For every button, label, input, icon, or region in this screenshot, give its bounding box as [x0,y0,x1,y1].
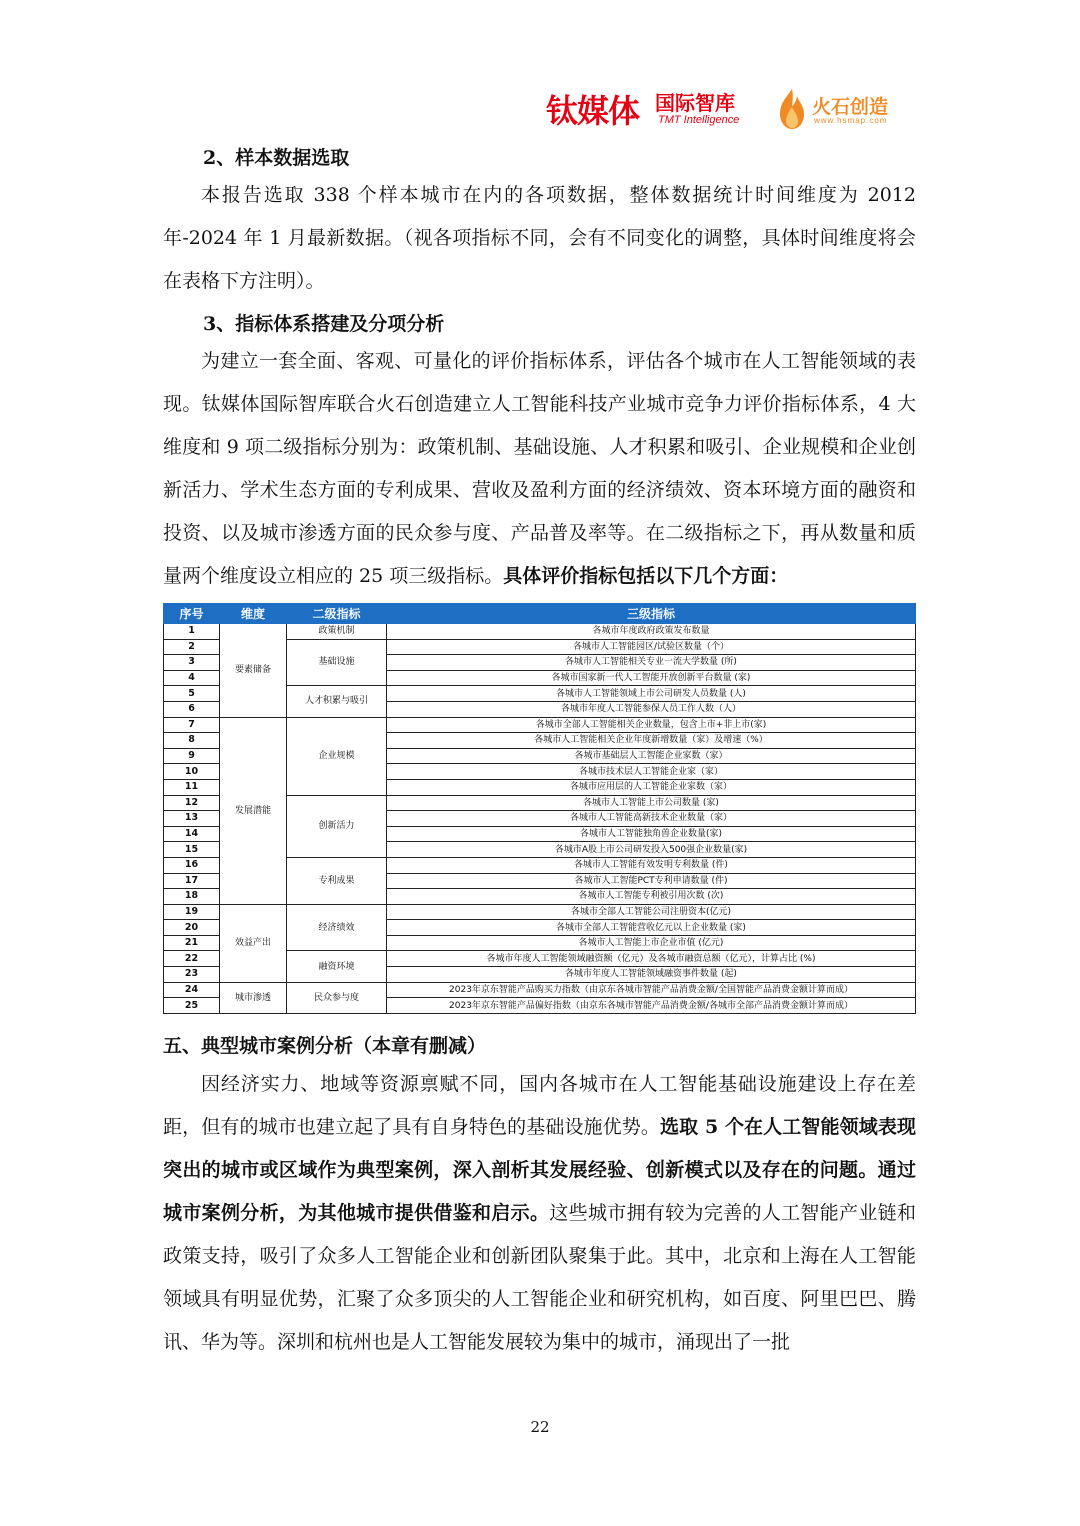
section3-paragraph [163,340,916,598]
tertiary-cell: 各城市年度人工智能领域融资额（亿元）及各城市融资总额（亿元），计算占比 (%) [387,951,916,967]
section2-paragraph: 本报告选取 338 个样本城市在内的各项数据，整体数据统计时间维度为 2012 年-2024 年 1 月最新数据。（视各项指标不同，会有不同变化的调整，具体时间维度将会在表格下方注明）。 [163,184,916,292]
row-no: 4 [164,670,220,686]
flame-logo-icon [776,88,808,130]
tertiary-cell: 各城市人工智能PCT专利申请数量 (件) [387,873,916,889]
table-row [164,717,916,733]
row-no: 9 [164,748,220,764]
table-row [164,624,916,640]
indicator-table [163,603,916,1014]
tertiary-cell: 各城市人工智能上市企业市值 (亿元) [387,935,916,951]
tertiary-cell: 各城市年度人工智能领域融资事件数量 (起) [387,967,916,983]
dimension-cell: 效益产出 [220,904,287,982]
tertiary-cell: 各城市年度政府政策发布数量 [387,624,916,640]
table-row [164,904,916,920]
secondary-cell: 基础设施 [287,639,387,686]
secondary-cell: 人才积累与吸引 [287,686,387,717]
tertiary-cell: 各城市基础层人工智能企业家数（家） [387,748,916,764]
tertiary-cell: 各城市年度人工智能参保人员工作人数（人） [387,701,916,717]
header-no: 序号 [164,604,220,624]
row-no: 17 [164,873,220,889]
row-no: 6 [164,701,220,717]
chapter5-text-2: 这些城市拥有较为完善的人工智能产业链和政策支持，吸引了众多人工智能企业和创新团队聚集于此。其中，北京和上海在人工智能领域具有明显优势，汇聚了众多顶尖的人工智能企业和研究机构，如百度、阿里巴巴、腾讯、华为等。深圳和杭州也是人工智能发展较为集中的城市，涌现出了一批 [163,1202,916,1353]
tmt-logo-intl: 国际智库 [655,91,735,115]
section3-paragraph-text: 为建立一套全面、客观、可量化的评价指标体系，评估各个城市在人工智能领域的表现。钛媒体国际智库联合火石创造建立人工智能科技产业城市竞争力评价指标体系，4 大维度和 9 项二级指标分别为：政策机制、基础设施、人才积累和吸引、企业规模和企业创新活力、学术生态方面的专利成果、营收及盈利方面的经济绩效、资本环境方面的融资和投资、以及城市渗透方面的民众参与度、产品普及率等。在二级指标之下，再从数量和质量两个维度设立相应的 25 项三级指标。 [163,350,916,587]
tertiary-cell: 各城市人工智能独角兽企业数量(家) [387,826,916,842]
row-no: 1 [164,624,220,640]
secondary-cell: 政策机制 [287,624,387,640]
hs-logo-cn: 火石创造 [812,96,889,118]
tertiary-cell: 各城市全部人工智能相关企业数量，包含上市+非上市(家) [387,717,916,733]
tertiary-cell: 各城市应用层的人工智能企业家数（家） [387,779,916,795]
row-no: 2 [164,639,220,655]
row-no: 23 [164,967,220,983]
header-tertiary: 三级指标 [387,604,916,624]
chapter5-text-1: 因经济实力、地域等资源禀赋不同，国内各城市在人工智能基础设施建设上存在差距，但有的城市也建立起了具有自身特色的基础设施优势。 [163,1073,916,1138]
row-no: 24 [164,982,220,998]
hs-logo-url: www.hsmap.com [814,116,888,125]
header-dimension: 维度 [220,604,287,624]
tmt-logo-cn: 钛媒体 [546,92,640,130]
chapter5-bold: 选取 5 个在人工智能领域表现突出的城市或区域作为典型案例，深入剖析其发展经验、创新模式以及存在的问题。通过城市案例分析，为其他城市提供借鉴和启示。 [163,1116,916,1224]
row-no: 16 [164,857,220,873]
row-no: 3 [164,655,220,671]
table-header-row [164,604,916,624]
tertiary-cell: 各城市国家新一代人工智能开放创新平台数量 (家) [387,670,916,686]
tertiary-cell: 各城市人工智能领域上市公司研发人员数量 (人) [387,686,916,702]
tertiary-cell: 2023年京东智能产品购买力指数（由京东各城市智能产品消费金额/全国智能产品消费金额计算而成） [387,982,916,998]
header-logos [546,84,906,134]
row-no: 13 [164,811,220,827]
row-no: 14 [164,826,220,842]
tertiary-cell: 各城市全部人工智能公司注册资本(亿元) [387,904,916,920]
tertiary-cell: 各城市人工智能相关企业年度新增数量（家）及增速（%） [387,733,916,749]
tertiary-cell: 各城市人工智能专利被引用次数 (次) [387,889,916,905]
row-no: 11 [164,779,220,795]
dimension-cell: 城市渗透 [220,982,287,1013]
tertiary-cell: 各城市A股上市公司研发投入500强企业数量(家) [387,842,916,858]
row-no: 12 [164,795,220,811]
row-no: 18 [164,889,220,905]
row-no: 5 [164,686,220,702]
row-no: 25 [164,998,220,1014]
secondary-cell: 融资环境 [287,951,387,982]
chapter5-heading: 五、典型城市案例分析（本章有删减） [163,1035,487,1057]
secondary-cell: 专利成果 [287,857,387,904]
tertiary-cell: 各城市人工智能有效发明专利数量 (件) [387,857,916,873]
tertiary-cell: 各城市人工智能相关专业一流大学数量 (所) [387,655,916,671]
tertiary-cell: 各城市技术层人工智能企业家（家） [387,764,916,780]
row-no: 8 [164,733,220,749]
secondary-cell: 创新活力 [287,795,387,857]
secondary-cell: 企业规模 [287,717,387,795]
section3-paragraph-bold: 具体评价指标包括以下几个方面： [503,565,789,587]
section2-heading: 2、样本数据选取 [203,147,350,169]
section3-heading: 3、指标体系搭建及分项分析 [203,313,445,335]
tertiary-cell: 2023年京东智能产品偏好指数（由京东各城市智能产品消费金额/各城市全部产品消费金额计算而成） [387,998,916,1014]
row-no: 15 [164,842,220,858]
row-no: 22 [164,951,220,967]
row-no: 19 [164,904,220,920]
header-secondary: 二级指标 [287,604,387,624]
row-no: 7 [164,717,220,733]
chapter5-paragraph [163,1063,916,1364]
tmt-logo-en: TMT Intelligence [658,114,740,126]
row-no: 20 [164,920,220,936]
row-no: 10 [164,764,220,780]
tertiary-cell: 各城市人工智能园区/试验区数量（个） [387,639,916,655]
tertiary-cell: 各城市全部人工智能营收亿元以上企业数量 (家) [387,920,916,936]
secondary-cell: 民众参与度 [287,982,387,1013]
dimension-cell: 发展潜能 [220,717,287,904]
tertiary-cell: 各城市人工智能高新技术企业数量（家） [387,811,916,827]
tertiary-cell: 各城市人工智能上市公司数量 (家) [387,795,916,811]
page-number: 22 [530,1418,550,1436]
row-no: 21 [164,935,220,951]
table-row [164,982,916,998]
secondary-cell: 经济绩效 [287,904,387,951]
dimension-cell: 要素储备 [220,624,287,718]
